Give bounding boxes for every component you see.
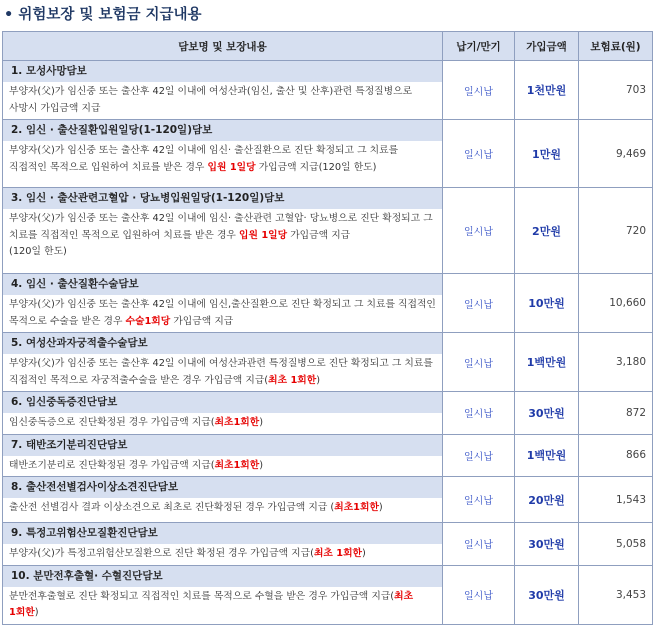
emphasis-text: 수술1회당 xyxy=(125,315,171,327)
amount-cell: 2만원 xyxy=(515,188,579,274)
coverage-name: 7. 태반조기분리진단담보 xyxy=(3,435,442,456)
coverage-description xyxy=(3,587,442,624)
coverage-description xyxy=(3,82,442,119)
table-row xyxy=(3,120,653,188)
header-coverage: 담보명 및 보장내용 xyxy=(3,32,443,61)
table-row xyxy=(3,477,653,523)
coverage-name: 8. 출산전선별검사이상소견진단담보 xyxy=(3,477,442,498)
description-text: ) xyxy=(316,374,321,386)
coverage-description xyxy=(3,354,442,391)
payment-cell: 일시납 xyxy=(443,61,515,120)
premium-cell: 703 xyxy=(579,61,653,120)
description-text: 임신중독증으로 진단확정된 경우 가입금액 지급( xyxy=(9,417,215,428)
coverage-cell xyxy=(3,333,443,392)
amount-cell: 1백만원 xyxy=(515,333,579,392)
coverage-cell xyxy=(3,120,443,188)
coverage-name: 2. 임신 · 출산질환입원일당(1-120일)담보 xyxy=(3,120,442,141)
amount-cell: 30만원 xyxy=(515,523,579,566)
coverage-cell xyxy=(3,434,443,477)
amount-cell: 30만원 xyxy=(515,392,579,435)
table-row xyxy=(3,565,653,624)
emphasis-text: 최초1회한 xyxy=(214,417,260,428)
table-row xyxy=(3,61,653,120)
header-premium: 보험료(원) xyxy=(579,32,653,61)
amount-cell: 1천만원 xyxy=(515,61,579,120)
section-title: • 위험보장 및 보험금 지급내용 xyxy=(4,7,202,23)
coverage-cell xyxy=(3,61,443,120)
premium-cell: 1,543 xyxy=(579,477,653,523)
amount-cell: 30만원 xyxy=(515,565,579,624)
emphasis-text: 최초 1회한 xyxy=(268,374,317,386)
amount-cell: 20만원 xyxy=(515,477,579,523)
coverage-description xyxy=(3,498,442,519)
description-text: 부양자(父)가 특정고위험산모질환으로 진단 확정된 경우 가입금액 지급( xyxy=(9,548,314,559)
coverage-name: 3. 임신 · 출산관련고혈압 · 당뇨병입원일당(1-120일)담보 xyxy=(3,188,442,209)
description-text: 가입금액 지급 xyxy=(170,315,234,327)
table-row xyxy=(3,523,653,566)
coverage-cell xyxy=(3,392,443,435)
coverage-cell xyxy=(3,188,443,274)
coverage-description xyxy=(3,295,442,332)
description-text: 부양자(父)가 임신중 또는 출산후 42일 이내에 임신· 출산관련 고혈압· 당뇨병으로 진단 확정되고 그 치료를 직접적인 목적으로 입원하여 치료를 받은 경우 xyxy=(9,213,433,241)
description-text: 부양자(父)가 임신중 또는 출산후 42일 이내에 여성산과(임신, 출산 및 산후)관련 특정질병으로 사망시 가입금액 지급 xyxy=(9,86,413,114)
premium-cell: 866 xyxy=(579,434,653,477)
description-text: (120일 한도) xyxy=(9,246,67,257)
coverage-description xyxy=(3,456,442,477)
payment-cell: 일시납 xyxy=(443,392,515,435)
description-text: 부양자(父)가 임신중 또는 출산후 42일 이내에 임신· 출산질환으로 진단 확정되고 그 치료를 직접적인 목적으로 입원하여 치료를 받은 경우 xyxy=(9,145,399,173)
coverage-cell xyxy=(3,523,443,566)
description-text: ) xyxy=(378,502,383,513)
emphasis-text: 최초 1회한 xyxy=(9,590,414,618)
emphasis-text: 최초1회한 xyxy=(334,502,379,513)
description-text: ) xyxy=(362,548,366,559)
premium-cell: 720 xyxy=(579,188,653,274)
table-header-row xyxy=(3,32,653,61)
table-row xyxy=(3,274,653,333)
emphasis-text: 최초1회한 xyxy=(214,459,260,471)
emphasis-text: 최초 1회한 xyxy=(313,548,363,559)
premium-cell: 9,469 xyxy=(579,120,653,188)
premium-cell: 5,058 xyxy=(579,523,653,566)
coverage-description xyxy=(3,413,442,434)
description-text: ) xyxy=(259,459,264,471)
payment-cell: 일시납 xyxy=(443,523,515,566)
header-payment: 납기/만기 xyxy=(443,32,515,61)
amount-cell: 1만원 xyxy=(515,120,579,188)
coverage-cell xyxy=(3,274,443,333)
coverage-name: 5. 여성산과자궁적출수술담보 xyxy=(3,333,442,354)
description-text: 가입금액 지급(120일 한도) xyxy=(255,161,377,173)
description-text: ) xyxy=(259,417,264,428)
premium-cell: 3,453 xyxy=(579,565,653,624)
premium-cell: 3,180 xyxy=(579,333,653,392)
payment-cell: 일시납 xyxy=(443,477,515,523)
payment-cell: 일시납 xyxy=(443,188,515,274)
payment-cell: 일시납 xyxy=(443,434,515,477)
description-text: 태반조기분리로 진단확정된 경우 가입금액 지급( xyxy=(9,459,215,471)
premium-cell: 10,660 xyxy=(579,274,653,333)
amount-cell: 10만원 xyxy=(515,274,579,333)
coverage-description xyxy=(3,141,442,178)
coverage-cell xyxy=(3,477,443,523)
premium-cell: 872 xyxy=(579,392,653,435)
coverage-name: 6. 임신중독증진단담보 xyxy=(3,392,442,413)
description-text: 출산전 선별검사 결과 이상소견으로 최초로 진단확정된 경우 가입금액 지급 ( xyxy=(9,502,335,513)
description-text: 분만전후출혈로 진단 확정되고 직접적인 치료를 목적으로 수혈을 받은 경우 가입금액 지급( xyxy=(9,590,395,602)
coverage-name: 4. 임신 · 출산질환수술담보 xyxy=(3,274,442,295)
coverage-description xyxy=(3,544,442,565)
coverage-description xyxy=(3,209,442,263)
payment-cell: 일시납 xyxy=(443,120,515,188)
coverage-name: 1. 모성사망담보 xyxy=(3,61,442,82)
coverage-cell xyxy=(3,565,443,624)
header-amount: 가입금액 xyxy=(515,32,579,61)
emphasis-text: 입원 1일당 xyxy=(207,161,256,173)
coverage-name: 10. 분만전후출혈· 수혈진단담보 xyxy=(3,566,442,587)
coverage-table xyxy=(2,31,653,625)
description-text: ) xyxy=(34,607,39,618)
amount-cell: 1백만원 xyxy=(515,434,579,477)
table-row xyxy=(3,333,653,392)
coverage-name: 9. 특정고위험산모질환진단담보 xyxy=(3,523,442,544)
description-text: 부양자(父)가 임신중 또는 출산후 42일 이내에 여성산과관련 특정질병으로 진단 확정되고 그 치료를 직접적인 목적으로 자궁적출수술을 받은 경우 가입금액 지급( xyxy=(9,358,433,386)
table-row xyxy=(3,188,653,274)
table-row xyxy=(3,392,653,435)
payment-cell: 일시납 xyxy=(443,565,515,624)
payment-cell: 일시납 xyxy=(443,333,515,392)
payment-cell: 일시납 xyxy=(443,274,515,333)
emphasis-text: 입원 1일당 xyxy=(239,229,288,241)
table-row xyxy=(3,434,653,477)
description-text: 가입금액 지급 xyxy=(287,229,351,241)
description-text: 부양자(父)가 임신중 또는 출산후 42일 이내에 임신,출산질환으로 진단 확정되고 그 치료를 직접적인 목적으로 수술을 받은 경우 xyxy=(9,299,436,327)
